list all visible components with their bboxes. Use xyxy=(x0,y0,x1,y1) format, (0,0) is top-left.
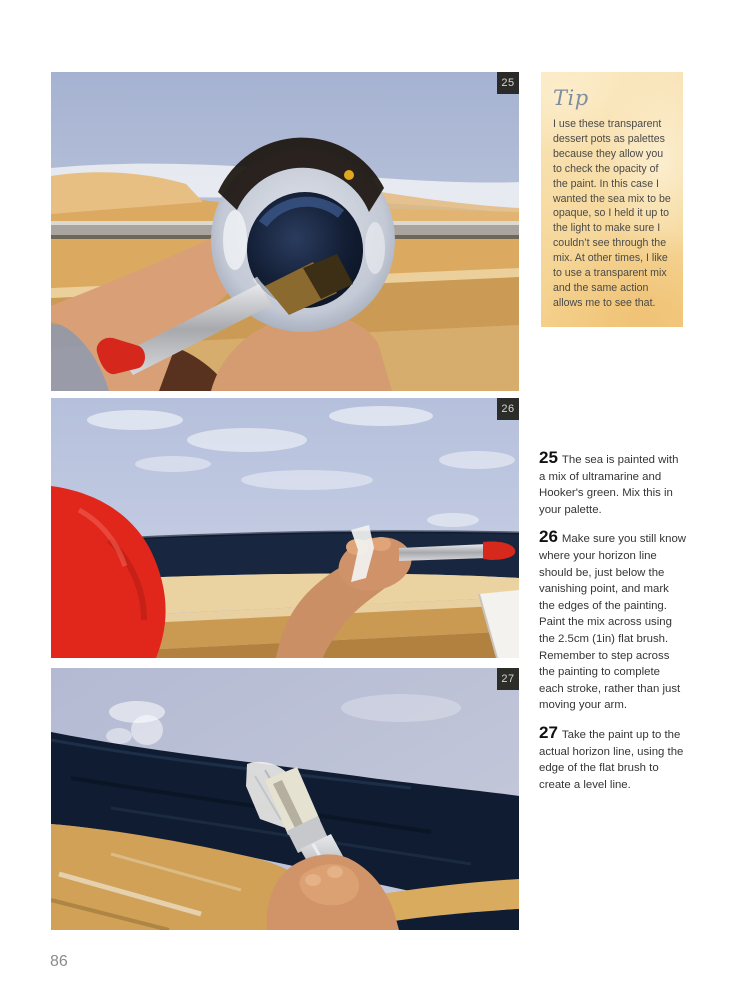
step-25 xyxy=(539,450,687,518)
photo-number-badge: 25 xyxy=(497,72,519,94)
photo-step-26 xyxy=(51,398,519,658)
photo-step-27 xyxy=(51,668,519,930)
photo-number-badge: 27 xyxy=(497,668,519,690)
photo-25-illustration xyxy=(51,72,519,391)
tip-body-text: I use these transparent dessert pots as palettes because they allow you to check the opacity of the paint. In this case I wanted the sea mix to be opaque, so I held it up to the light to make sure I couldn’t see through the mix. At other times, I like to use a transparent mix and the same action allows me to see that. xyxy=(553,118,671,309)
photo-step-25 xyxy=(51,72,519,391)
page-number: 86 xyxy=(50,953,68,970)
tip-box xyxy=(541,72,683,327)
step-25-text: The sea is painted with a mix of ultramarine and Hooker's green. Mix this in your palette. xyxy=(539,454,679,516)
step-26 xyxy=(539,529,687,714)
step-26-number: 26 xyxy=(539,527,558,547)
step-26-text: Make sure you still know where your horizon line should be, just below the vanishing point, and mark the edges of the painting. Paint the mix across using the 2.5cm (1in) flat brush. Remember to step across the painting to complete each stroke, rather than just moving your arm. xyxy=(539,533,687,712)
steps-column xyxy=(539,450,687,804)
step-27-number: 27 xyxy=(539,722,558,742)
photo-number-badge: 26 xyxy=(497,398,519,420)
step-27 xyxy=(539,722,687,793)
step-25-number: 25 xyxy=(539,448,558,467)
photo-27-illustration xyxy=(51,668,519,930)
step-27-text: Take the paint up to the actual horizon line, using the edge of the flat brush to create a level line. xyxy=(539,728,684,791)
photo-26-illustration xyxy=(51,398,519,658)
tip-title: Tip xyxy=(553,86,589,110)
